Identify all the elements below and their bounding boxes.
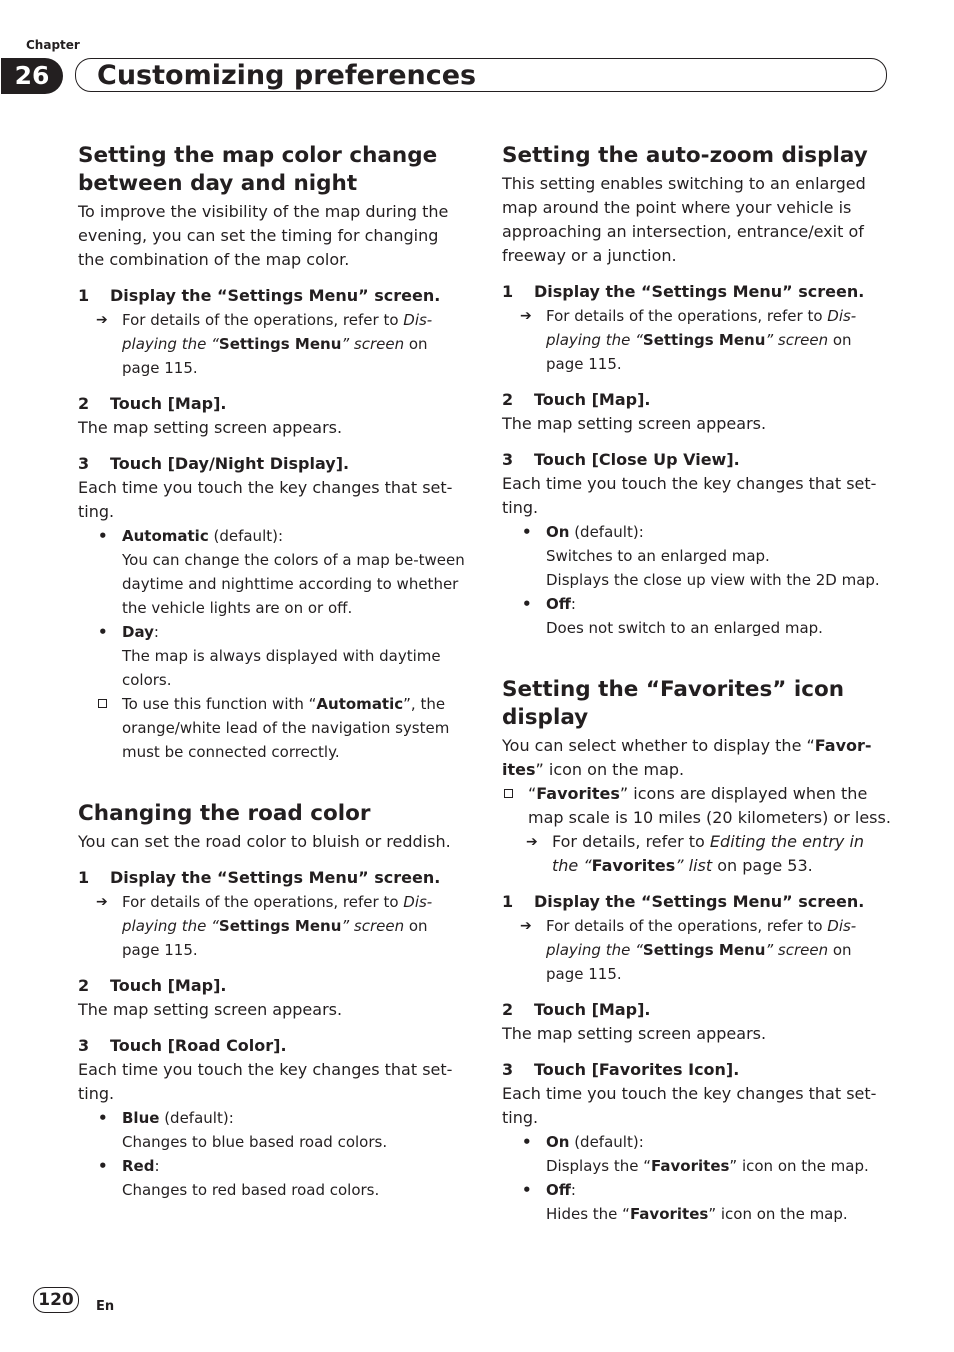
bullet-icon: • xyxy=(522,1133,532,1151)
desc-bold: Favorites xyxy=(651,1157,730,1175)
step-2 xyxy=(502,998,892,1022)
bullet-icon: • xyxy=(522,523,532,541)
option-item xyxy=(78,620,468,644)
ref-link-bold: Favorites xyxy=(591,856,676,875)
step-result: The map setting screen appears. xyxy=(78,418,343,437)
section-day-night xyxy=(78,142,468,764)
ref-link-part: Dis-playing the “ xyxy=(122,893,433,935)
step-text: Display the “Settings Menu” screen. xyxy=(534,892,865,911)
step-result: The map setting screen appears. xyxy=(502,414,767,433)
bullet-icon: • xyxy=(98,1109,108,1127)
step-result: The map setting screen appears. xyxy=(78,1000,343,1019)
option-name: Red xyxy=(122,1157,155,1175)
option-name: Off xyxy=(546,595,571,613)
ref-prefix: For details of the operations, refer to xyxy=(546,307,828,325)
step-1 xyxy=(502,890,892,914)
step-number: 1 xyxy=(78,286,90,305)
option-name: On xyxy=(546,1133,570,1151)
ref-suffix: on page 53. xyxy=(712,856,813,875)
step-number: 2 xyxy=(78,976,90,995)
step-result: Each time you touch the key changes that set-ting. xyxy=(502,474,877,517)
step-3 xyxy=(78,1034,468,1058)
arrow-icon: ➔ xyxy=(96,894,108,910)
option-description xyxy=(502,1202,892,1226)
option-name: Day xyxy=(122,623,154,641)
step-result: Each time you touch the key changes that set-ting. xyxy=(78,1060,453,1103)
step-result: Each time you touch the key changes that set-ting. xyxy=(78,478,453,521)
step-result: The map setting screen appears. xyxy=(502,1024,767,1043)
reference-note xyxy=(78,890,468,962)
section-intro xyxy=(502,734,892,782)
section-intro: This setting enables switching to an enlarged map around the point where your vehicle is approaching an intersection, entrance/exit of freeway or a junction. xyxy=(502,174,866,265)
option-tag: (default): xyxy=(159,1109,234,1127)
intro-bold: Favor-ites xyxy=(502,736,872,779)
ref-link-bold: Settings Menu xyxy=(218,335,342,353)
chapter-number: 26 xyxy=(1,58,63,94)
option-item xyxy=(502,520,892,544)
desc-text: ” icon on the map. xyxy=(708,1205,848,1223)
step-text: Touch [Map]. xyxy=(534,390,651,409)
option-tag: (default): xyxy=(208,527,284,545)
ref-prefix: For details of the operations, refer to xyxy=(546,917,828,935)
option-item xyxy=(502,1178,892,1202)
section-auto-zoom xyxy=(502,142,892,640)
ref-prefix: For details of the operations, refer to xyxy=(122,893,404,911)
step-text: Touch [Close Up View]. xyxy=(534,450,740,469)
note-text: To use this function with “ xyxy=(122,695,317,713)
step-3 xyxy=(502,448,892,472)
note-text: ”, the orange/white lead of the navigation system must be connected correctly. xyxy=(122,695,450,761)
step-text: Touch [Map]. xyxy=(110,976,227,995)
bullet-icon: • xyxy=(522,1181,532,1199)
ref-prefix: For details of the operations, refer to xyxy=(122,311,404,329)
option-tag: : xyxy=(570,595,576,613)
reference-note xyxy=(502,304,892,376)
option-tag: : xyxy=(154,1157,160,1175)
step-3 xyxy=(502,1058,892,1082)
ref-link-part: ” list xyxy=(675,856,713,875)
step-2 xyxy=(78,392,468,416)
step-2 xyxy=(78,974,468,998)
step-2 xyxy=(502,388,892,412)
option-name: Blue xyxy=(122,1109,160,1127)
step-1 xyxy=(78,284,468,308)
step-number: 3 xyxy=(502,450,514,469)
bullet-icon: • xyxy=(98,623,108,641)
step-number: 3 xyxy=(502,1060,514,1079)
desc-bold: Favorites xyxy=(629,1205,709,1223)
note-bold: Automatic xyxy=(316,695,404,713)
step-number: 1 xyxy=(502,282,514,301)
option-description: Displays the close up view with the 2D map. xyxy=(546,571,880,589)
desc-text: Displays the “ xyxy=(546,1157,652,1175)
desc-text: ” icon on the map. xyxy=(729,1157,869,1175)
step-1 xyxy=(78,866,468,890)
option-description: Changes to blue based road colors. xyxy=(122,1133,388,1151)
note-text: “ xyxy=(528,784,537,803)
step-number: 2 xyxy=(502,1000,514,1019)
ref-link-part: Dis-playing the “ xyxy=(546,307,857,349)
intro-text: You can select whether to display the “ xyxy=(502,736,815,755)
chapter-title: Customizing preferences xyxy=(97,60,477,91)
checkbox-icon xyxy=(504,789,513,798)
step-result: Each time you touch the key changes that set-ting. xyxy=(502,1084,877,1127)
step-3 xyxy=(78,452,468,476)
checkbox-icon xyxy=(98,699,107,708)
ref-suffix: on page 115. xyxy=(122,917,428,959)
bullet-icon: • xyxy=(98,1157,108,1175)
section-heading: Setting the auto-zoom display xyxy=(502,143,868,168)
right-column xyxy=(502,142,892,1226)
section-road-color xyxy=(78,800,468,1202)
ref-link-bold: Settings Menu xyxy=(642,941,766,959)
step-text: Touch [Road Color]. xyxy=(110,1036,287,1055)
step-number: 1 xyxy=(78,868,90,887)
page-number: 120 xyxy=(33,1287,79,1313)
note-item xyxy=(502,782,892,830)
option-item xyxy=(78,1154,468,1178)
option-name: Off xyxy=(546,1181,571,1199)
arrow-icon: ➔ xyxy=(520,918,532,934)
option-description: The map is always displayed with daytime colors. xyxy=(122,647,441,689)
bullet-icon: • xyxy=(98,527,108,545)
section-intro: You can set the road color to bluish or reddish. xyxy=(78,832,451,851)
option-tag: : xyxy=(153,623,159,641)
arrow-icon: ➔ xyxy=(526,834,538,850)
step-text: Touch [Map]. xyxy=(534,1000,651,1019)
section-heading: Changing the road color xyxy=(78,801,371,826)
step-text: Touch [Favorites Icon]. xyxy=(534,1060,740,1079)
step-number: 3 xyxy=(78,454,90,473)
ref-link-bold: Settings Menu xyxy=(642,331,766,349)
ref-link-part: ” screen xyxy=(765,331,829,349)
step-number: 1 xyxy=(502,892,514,911)
option-item xyxy=(78,524,468,548)
ref-link-bold: Settings Menu xyxy=(218,917,342,935)
section-intro: To improve the visibility of the map during the evening, you can set the timing for changing the combination of the map color. xyxy=(78,202,449,269)
option-description: Switches to an enlarged map. xyxy=(546,547,770,565)
ref-suffix: on page 115. xyxy=(546,941,852,983)
option-item xyxy=(502,592,892,616)
ref-link-part: ” screen xyxy=(341,335,405,353)
note-text: ” icons are displayed when the map scale is 10 miles (20 kilometers) or less. xyxy=(528,784,891,827)
intro-text: ” icon on the map. xyxy=(535,760,685,779)
desc-text: Hides the “ xyxy=(546,1205,630,1223)
step-text: Touch [Map]. xyxy=(110,394,227,413)
ref-link-part: Dis-playing the “ xyxy=(122,311,433,353)
section-heading: Setting the “Favorites” icon display xyxy=(502,677,845,730)
step-number: 3 xyxy=(78,1036,90,1055)
option-tag: (default): xyxy=(569,1133,644,1151)
chapter-label: Chapter xyxy=(26,38,80,52)
option-tag: : xyxy=(570,1181,576,1199)
note-item xyxy=(78,692,468,764)
ref-link-part: Editing the entry in the “ xyxy=(552,832,865,875)
option-description xyxy=(502,1154,892,1178)
option-description: Changes to red based road colors. xyxy=(122,1181,380,1199)
option-description: Does not switch to an enlarged map. xyxy=(546,619,823,637)
arrow-icon: ➔ xyxy=(96,312,108,328)
step-text: Display the “Settings Menu” screen. xyxy=(110,868,441,887)
ref-link-part: Dis-playing the “ xyxy=(546,917,857,959)
note-bold: Favorites xyxy=(536,784,620,803)
ref-prefix: For details, refer to xyxy=(552,832,710,851)
step-text: Touch [Day/Night Display]. xyxy=(110,454,350,473)
step-text: Display the “Settings Menu” screen. xyxy=(534,282,865,301)
reference-note xyxy=(502,914,892,986)
step-text: Display the “Settings Menu” screen. xyxy=(110,286,441,305)
option-tag: (default): xyxy=(569,523,644,541)
ref-link-part: ” screen xyxy=(341,917,405,935)
option-description: You can change the colors of a map be-tween daytime and nighttime according to whether the vehicle lights are on or off. xyxy=(122,551,465,617)
ref-link-part: ” screen xyxy=(765,941,829,959)
ref-suffix: on page 115. xyxy=(122,335,428,377)
reference-note xyxy=(78,308,468,380)
option-name: Automatic xyxy=(122,527,209,545)
reference-note xyxy=(502,830,892,878)
bullet-icon: • xyxy=(522,595,532,613)
option-name: On xyxy=(546,523,570,541)
section-heading: Setting the map color change between day and night xyxy=(78,143,438,196)
option-item xyxy=(502,1130,892,1154)
step-number: 2 xyxy=(502,390,514,409)
ref-suffix: on page 115. xyxy=(546,331,852,373)
step-number: 2 xyxy=(78,394,90,413)
arrow-icon: ➔ xyxy=(520,308,532,324)
left-column xyxy=(78,142,468,1202)
section-favorites-icon xyxy=(502,676,892,1226)
step-1 xyxy=(502,280,892,304)
option-item xyxy=(78,1106,468,1130)
language-label: En xyxy=(96,1299,115,1314)
